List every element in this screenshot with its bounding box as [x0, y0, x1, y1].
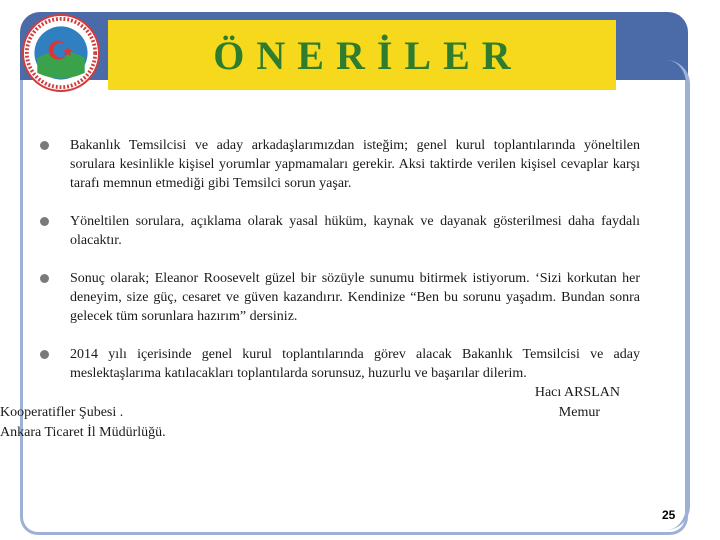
- signature-department: Kooperatifler Şubesi .: [0, 405, 124, 420]
- list-item: [40, 269, 640, 326]
- list-item: [40, 345, 640, 383]
- page-title: ÖNERİLER: [213, 32, 523, 78]
- logo-emblem-icon: [24, 16, 98, 90]
- bullet-icon: [40, 350, 49, 359]
- page-number: 25: [662, 508, 676, 522]
- signature-name: Hacı ARSLAN: [534, 385, 620, 400]
- list-item: [40, 136, 640, 193]
- list-item-text: 2014 yılı içerisinde genel kurul toplantılarında görev alacak Bakanlık Temsilcisi ve aday meslektaşlarıma katılacakları toplantılarda sorunsuz, huzurlu ve başarılar dilerim.: [70, 347, 640, 381]
- signature-role-row: [0, 403, 640, 423]
- list-item: [40, 212, 640, 250]
- signature-position: Memur: [558, 405, 600, 420]
- bullet-icon: [40, 274, 49, 283]
- signature-name-row: [40, 383, 640, 403]
- frame-curve: [666, 60, 690, 530]
- list-item-text: Yöneltilen sorulara, açıklama olarak yasal hüküm, kaynak ve dayanak gösterilmesi daha faydalı olacaktır.: [70, 214, 640, 248]
- list-item-text: Bakanlık Temsilcisi ve aday arkadaşlarımızdan isteğim; genel kurul toplantılarında yöneltilen sorulara kesinlikle kişisel yorumlar yapmamaları gerekir. Aksi taktirde verilen kişisel cevaplar karşı tarafı memnun etmediği gibi Temsilci sorun yaşar.: [70, 138, 640, 191]
- list-item-text: Sonuç olarak; Eleanor Roosevelt güzel bir sözüyle sunumu bitirmek istiyorum. ‘Sizi korkutan her deneyim, size güç, cesaret ve güven kazandırır. Kendinize “Ben bu sorunu yaşadım. Bundan sonra gelecek tüm sorunlara hazırım” dersiniz.: [70, 271, 640, 324]
- title-banner: [108, 20, 616, 90]
- bullet-icon: [40, 217, 49, 226]
- ministry-logo: [22, 14, 100, 92]
- signature-office: Ankara Ticaret İl Müdürlüğü.: [0, 425, 166, 440]
- content-body: [0, 136, 640, 443]
- bullet-icon: [40, 141, 49, 150]
